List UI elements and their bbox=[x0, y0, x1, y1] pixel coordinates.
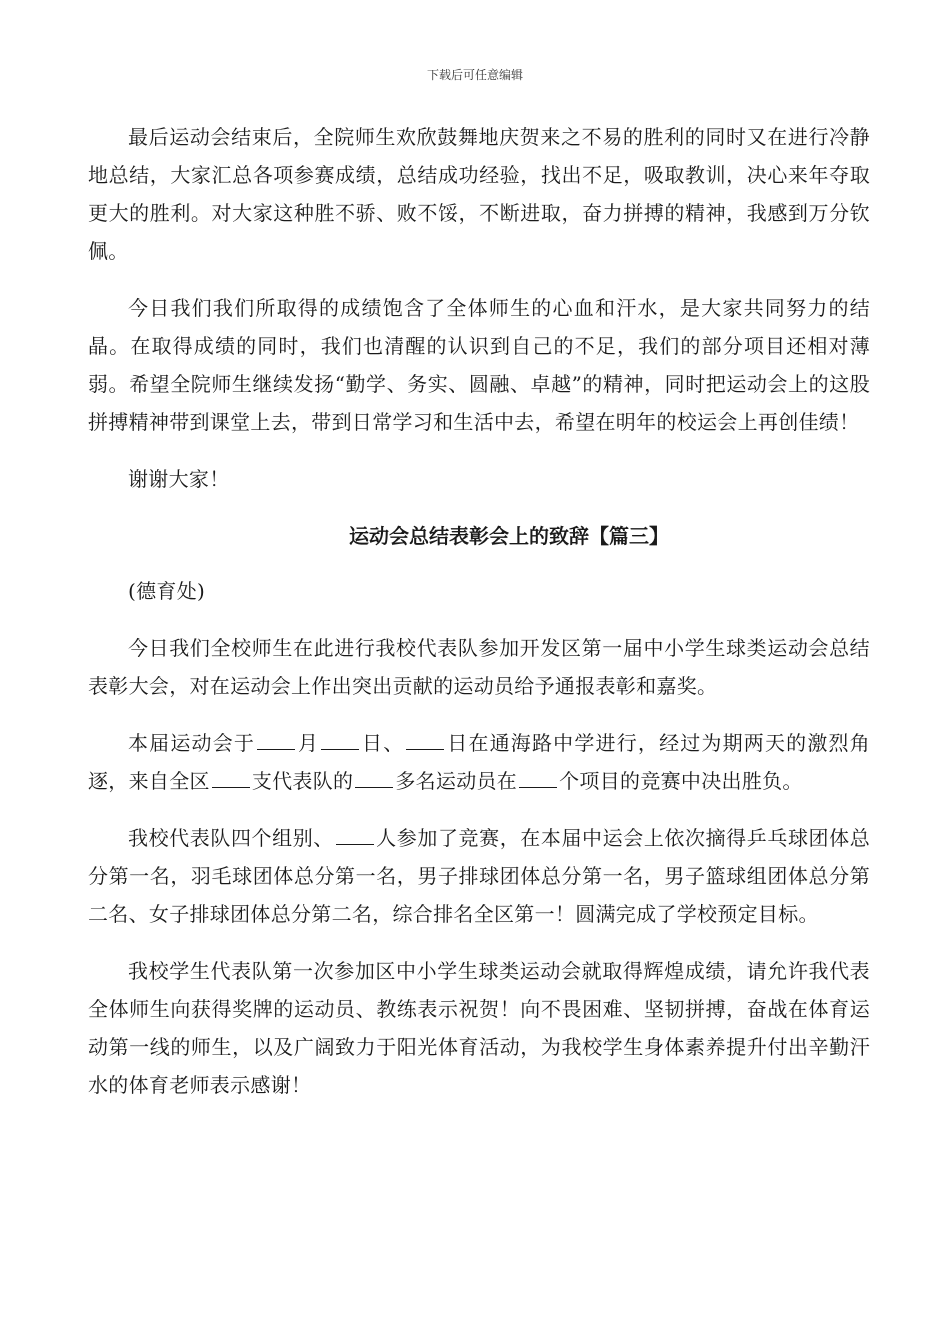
section-title: 运动会总结表彰会上的致辞【篇三】 bbox=[349, 524, 669, 548]
schedule-text-7: 个项目的竞赛中决出胜负。 bbox=[559, 769, 803, 793]
blank-month bbox=[257, 729, 295, 750]
paragraph-closing: 我校学生代表队第一次参加区中小学生球类运动会就取得辉煌成绩，请允许我代表全体师生向获得奖牌的运动员、教练表示祝贺！向不畏困难、坚韧拼搏，奋战在体育运动第一线的师生，以及广阔致力于阳光体育活动，为我校学生身体素养提升付出辛勤汗水的体育老师表示感谢！ bbox=[88, 959, 870, 1097]
blank-athletes bbox=[355, 767, 393, 788]
schedule-text-6: 多名运动员在 bbox=[395, 769, 518, 793]
results-text-2: 人参加了竞赛，在本届中运会上依次摘得乒乓球团体总分第一名，羽毛球团体总分第一名，男子排球团体总分第一名，男子篮球组团体总分第二名、女子排球团体总分第二名，综合排名全区第一！圆满完成了学校预定目标。 bbox=[88, 826, 871, 926]
paragraph-thanks: 谢谢大家！ bbox=[128, 467, 230, 491]
blank-teams bbox=[212, 767, 250, 788]
document-body bbox=[88, 118, 870, 1123]
department-label: (德育处) bbox=[128, 579, 206, 603]
blank-events bbox=[519, 767, 557, 788]
schedule-text-5: 支代表队的 bbox=[251, 769, 354, 793]
results-text-1: 我校代表队四个组别、 bbox=[128, 826, 334, 850]
paragraph-summary: 最后运动会结束后，全院师生欢欣鼓舞地庆贺来之不易的胜利的同时又在进行冷静地总结，大家汇总各项参赛成绩，总结成功经验，找出不足，吸取教训，决心来年夺取更大的胜利。对大家这种胜不骄、败不馁，不断进取，奋力拼搏的精神，我感到万分钦佩。 bbox=[88, 125, 870, 263]
paragraph-schedule bbox=[88, 724, 870, 800]
schedule-text-1: 本届运动会于 bbox=[128, 731, 256, 755]
paragraph-achievements: 今日我们我们所取得的成绩饱含了全体师生的心血和汗水，是大家共同努力的结晶。在取得成绩的同时，我们也清醒的认识到自己的不足，我们的部分项目还相对薄弱。希望全院师生继续发扬“勤学、务实、圆融、卓越”的精神，同时把运动会上的这股拼搏精神带到课堂上去，带到日常学习和生活中去，希望在明年的校运会上再创佳绩！ bbox=[88, 296, 870, 434]
schedule-text-2: 月 bbox=[297, 731, 320, 755]
page-header: 下载后可任意编辑 bbox=[426, 68, 523, 82]
paragraph-intro: 今日我们全校师生在此进行我校代表队参加开发区第一届中小学生球类运动会总结表彰大会，对在运动会上作出突出贡献的运动员给予通报表彰和嘉奖。 bbox=[88, 636, 870, 698]
schedule-text-4: 日在通海路中学进行，经过为期两天的激烈角逐，来自全区 bbox=[88, 731, 870, 793]
blank-day-2 bbox=[406, 729, 444, 750]
blank-day-1 bbox=[321, 729, 359, 750]
blank-participants bbox=[336, 824, 374, 845]
paragraph-results bbox=[88, 819, 870, 933]
schedule-text-3: 日、 bbox=[361, 731, 405, 755]
